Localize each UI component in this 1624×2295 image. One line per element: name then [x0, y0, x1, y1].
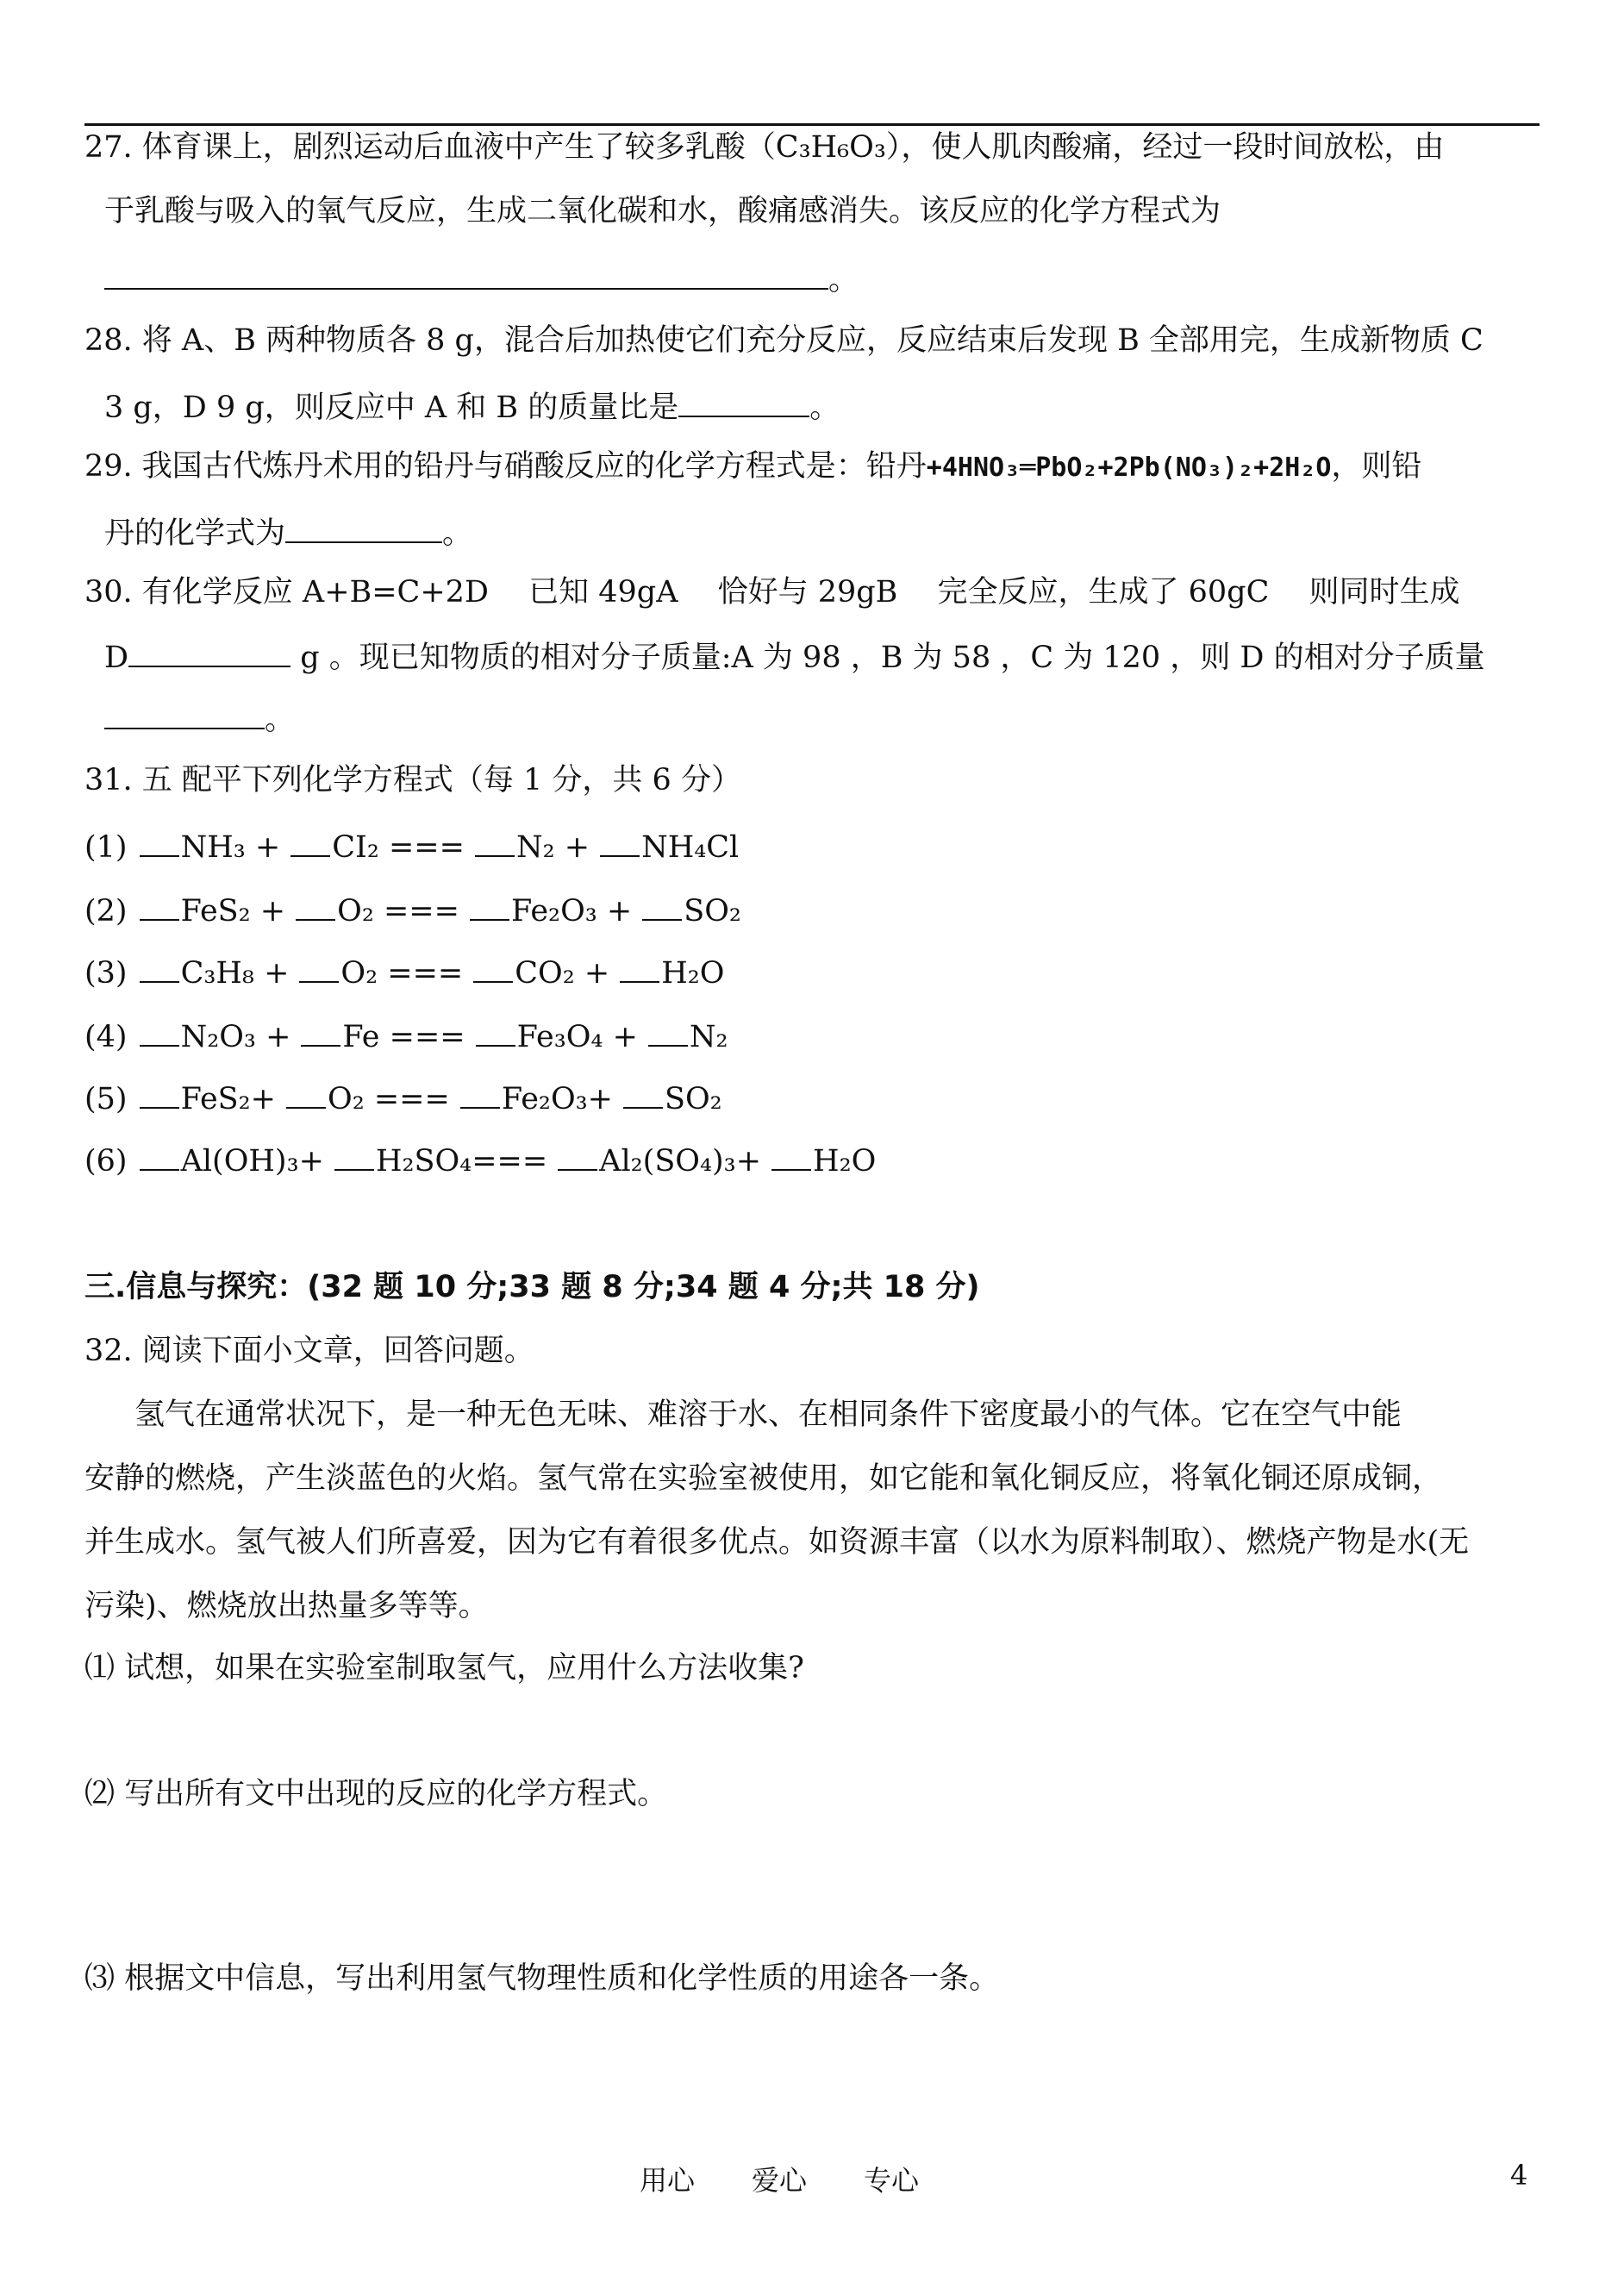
coefficient-blank[interactable]: [140, 952, 179, 983]
q31-equation-number: (2): [84, 894, 128, 929]
q31-equation-number: (6): [84, 1144, 128, 1179]
equation-term: Fe₂O₃+: [501, 1082, 614, 1116]
q31-equation-row: [84, 826, 749, 867]
equation-term: C₃H₈ +: [180, 956, 290, 991]
coefficient-blank[interactable]: [290, 826, 330, 857]
q31-equation-row: [84, 1016, 739, 1057]
q30-line2: D g 。现已知物质的相对分子质量:A 为 98 ，B 为 58 ，C 为 120 ，则 D 的相对分子质量: [104, 636, 1485, 678]
q30-line3: 。: [104, 698, 295, 740]
q30-mass-blank[interactable]: [128, 636, 290, 667]
q30-molar-blank[interactable]: [104, 698, 265, 729]
q32-para-line4: 污染)、燃烧放出热量多等等。: [84, 1589, 489, 1623]
coefficient-blank[interactable]: [771, 1140, 811, 1171]
coefficient-blank[interactable]: [140, 1140, 179, 1171]
q28-answer-blank[interactable]: [678, 386, 809, 417]
q29-answer-blank[interactable]: [285, 512, 442, 543]
q32-sub3: ⑶ 根据文中信息，写出利用氢气物理性质和化学性质的用途各一条。: [84, 1961, 1000, 1996]
coefficient-blank[interactable]: [642, 890, 682, 921]
equation-term: N₂O₃ +: [180, 1020, 291, 1054]
q27-line1: 27. 体育课上，剧烈运动后血液中产生了较多乳酸（C₃H₆O₃），使人肌肉酸痛，经过一段时间放松，由: [84, 130, 1445, 165]
coefficient-blank[interactable]: [140, 1016, 179, 1047]
equation-term: Fe₂O₃ +: [510, 894, 633, 929]
q32-para-line3: 并生成水。氢气被人们所喜爱，因为它有着很多优点。如资源丰富（以水为原料制取）、燃烧产物是水(无: [84, 1525, 1470, 1560]
header-rule: [84, 123, 1540, 126]
q31-equation-row: [84, 890, 752, 931]
coefficient-blank[interactable]: [470, 890, 509, 921]
q32-para-line2: 安静的燃烧，产生淡蓝色的火焰。氢气常在实验室被使用，如它能和氧化铜反应，将氧化铜还原成铜，: [84, 1461, 1443, 1496]
q27-line2: 于乳酸与吸入的氧气反应，生成二氧化碳和水，酸痛感消失。该反应的化学方程式为: [104, 194, 1221, 228]
coefficient-blank[interactable]: [334, 1140, 374, 1171]
coefficient-blank[interactable]: [140, 1078, 179, 1109]
equation-term: NH₃ +: [180, 830, 281, 865]
q31-equation-row: [84, 952, 734, 993]
q32-title: 32. 阅读下面小文章，回答问题。: [84, 1334, 534, 1368]
q29-line1: 29. 我国古代炼丹术用的铅丹与硝酸反应的化学方程式是：铅丹+4HNO₃═PbO₂+2Pb(NO₃)₂+2H₂O，则铅: [84, 449, 1422, 484]
q31-equation-number: (3): [84, 956, 128, 991]
equation-term: N₂: [689, 1020, 728, 1054]
q31-equation-row: [84, 1078, 733, 1119]
coefficient-blank[interactable]: [140, 890, 179, 921]
q29-line2: 丹的化学式为 。: [104, 512, 472, 553]
section3-title: 三.信息与探究：(32 题 10 分;33 题 8 分;34 题 4 分;共 18 分): [84, 1270, 980, 1304]
equation-term: H₂O: [661, 956, 725, 991]
footer-middle: 爱心: [752, 2164, 808, 2197]
equation-term: H₂SO₄===: [375, 1144, 548, 1179]
footer-left: 用心: [640, 2164, 696, 2197]
coefficient-blank[interactable]: [140, 826, 179, 857]
equation-term: O₂ ===: [340, 956, 464, 991]
equation-term: Al₂(SO₄)₃+: [599, 1144, 762, 1179]
coefficient-blank[interactable]: [301, 1016, 340, 1047]
coefficient-blank[interactable]: [623, 1078, 663, 1109]
q27-line3: 。: [104, 259, 859, 300]
equation-term: N₂ +: [515, 830, 590, 865]
q31-equation-number: (1): [84, 830, 128, 865]
q29-equation: +4HNO₃═PbO₂+2Pb(NO₃)₂+2H₂O: [926, 453, 1332, 483]
q30-line1: 30. 有化学反应 A+B=C+2D 已知 49gA 恰好与 29gB 完全反应，生成了 60gC 则同时生成: [84, 575, 1460, 610]
equation-term: O₂ ===: [328, 1082, 450, 1116]
q28-line2: 3 g，D 9 g，则反应中 A 和 B 的质量比是 。: [104, 386, 840, 428]
q32-sub2: ⑵ 写出所有文中出现的反应的化学方程式。: [84, 1777, 668, 1811]
coefficient-blank[interactable]: [286, 1078, 326, 1109]
q27-answer-blank[interactable]: [104, 259, 828, 290]
equation-term: FeS₂+: [180, 1082, 276, 1116]
q31-title: 31. 五 配平下列化学方程式（每 1 分，共 6 分）: [84, 763, 741, 797]
equation-term: NH₄Cl: [641, 830, 740, 865]
equation-term: SO₂: [665, 1082, 722, 1116]
coefficient-blank[interactable]: [476, 1016, 515, 1047]
q31-equation-row: [84, 1140, 886, 1181]
coefficient-blank[interactable]: [475, 826, 515, 857]
coefficient-blank[interactable]: [299, 952, 339, 983]
equation-term: CO₂ +: [515, 956, 610, 991]
q32-sub1: ⑴ 试想，如果在实验室制取氢气，应用什么方法收集?: [84, 1651, 804, 1685]
coefficient-blank[interactable]: [296, 890, 335, 921]
q31-equation-number: (4): [84, 1020, 128, 1054]
equation-term: Fe₃O₄ +: [516, 1020, 638, 1054]
equation-term: SO₂: [684, 894, 741, 929]
q31-equation-number: (5): [84, 1082, 128, 1116]
equation-term: CI₂ ===: [332, 830, 465, 865]
coefficient-blank[interactable]: [473, 952, 513, 983]
page-number: 4: [1510, 2159, 1528, 2192]
equation-term: Fe ===: [342, 1020, 465, 1054]
coefficient-blank[interactable]: [600, 826, 640, 857]
equation-term: O₂ ===: [337, 894, 459, 929]
coefficient-blank[interactable]: [558, 1140, 597, 1171]
footer-right: 专心: [864, 2164, 920, 2197]
equation-term: FeS₂ +: [180, 894, 286, 929]
coefficient-blank[interactable]: [460, 1078, 500, 1109]
coefficient-blank[interactable]: [648, 1016, 688, 1047]
q28-line1: 28. 将 A、B 两种物质各 8 g，混合后加热使它们充分反应，反应结束后发现 B 全部用完，生成新物质 C: [84, 323, 1483, 358]
q32-para-line1: 氢气在通常状况下，是一种无色无味、难溶于水、在相同条件下密度最小的气体。它在空气中能: [134, 1398, 1402, 1432]
coefficient-blank[interactable]: [620, 952, 659, 983]
equation-term: Al(OH)₃+: [180, 1144, 324, 1179]
equation-term: H₂O: [813, 1144, 877, 1179]
